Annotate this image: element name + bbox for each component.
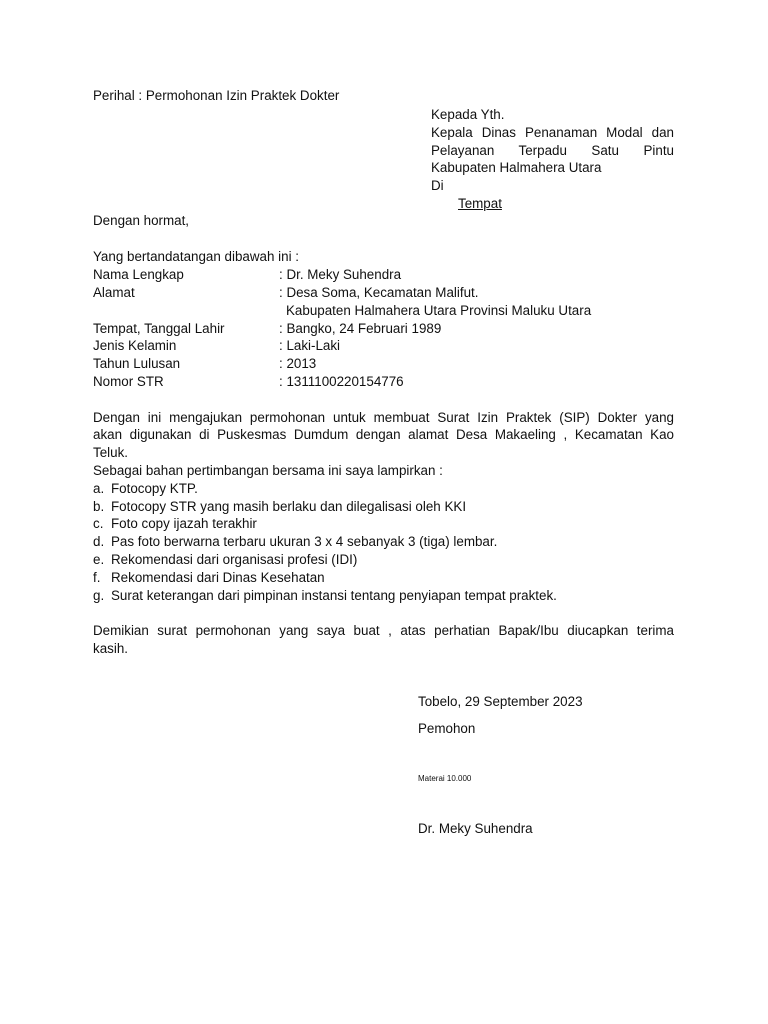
intro-text: Yang bertandatangan dibawah ini :	[93, 249, 299, 264]
recipient-place: Tempat	[458, 196, 502, 211]
list-item: Surat keterangan dari pimpinan instansi tentang penyiapan tempat praktek.	[111, 588, 557, 603]
list-item-marker: d.	[93, 534, 105, 549]
list-item-marker: e.	[93, 552, 105, 567]
graduation-value: : 2013	[279, 356, 317, 371]
closing-line-2: kasih.	[93, 641, 128, 656]
gender-value: : Laki-Laki	[279, 338, 341, 353]
name-value: : Dr. Meky Suhendra	[279, 267, 402, 282]
recipient-line-5: Di	[431, 178, 444, 193]
list-item-marker: b.	[93, 499, 105, 514]
birth-value: : Bangko, 24 Februari 1989	[279, 321, 442, 336]
list-item-marker: f.	[93, 570, 101, 585]
address-value-1: : Desa Soma, Kecamatan Malifut.	[279, 285, 479, 300]
gender-label: Jenis Kelamin	[93, 338, 177, 353]
stamp-duty-label: Materai 10.000	[418, 774, 472, 783]
list-item: Rekomendasi dari Dinas Kesehatan	[111, 570, 325, 585]
recipient-line-3: Pelayanan Terpadu Satu Pintu	[431, 143, 674, 158]
graduation-label: Tahun Lulusan	[93, 356, 181, 371]
list-item: Fotocopy STR yang masih berlaku dan dilegalisasi oleh KKI	[111, 499, 467, 514]
recipient-line-4: Kabupaten Halmahera Utara	[431, 160, 602, 175]
place-date: Tobelo, 29 September 2023	[418, 694, 583, 709]
signer-role: Pemohon	[418, 721, 476, 736]
greeting: Dengan hormat,	[93, 213, 190, 228]
letter-subject: Perihal : Permohonan Izin Praktek Dokter	[93, 88, 340, 103]
list-item: Fotocopy KTP.	[111, 481, 198, 496]
name-label: Nama Lengkap	[93, 267, 184, 282]
request-line-3: Teluk.	[93, 445, 128, 460]
attachments-intro: Sebagai bahan pertimbangan bersama ini saya lampirkan :	[93, 463, 443, 478]
request-line-2: akan digunakan di Puskesmas Dumdum dengan alamat Desa Makaeling , Kecamatan Kao	[93, 427, 674, 442]
recipient-line-1: Kepada Yth.	[431, 107, 505, 122]
list-item: Foto copy ijazah terakhir	[111, 516, 257, 531]
birth-label: Tempat, Tanggal Lahir	[93, 321, 225, 336]
str-value: : 1311100220154776	[279, 374, 404, 389]
closing-line-1: Demikian surat permohonan yang saya buat , atas perhatian Bapak/Ibu diucapkan terima	[93, 623, 674, 638]
list-item-marker: a.	[93, 481, 105, 496]
str-label: Nomor STR	[93, 374, 164, 389]
address-label: Alamat	[93, 285, 135, 300]
signer-name: Dr. Meky Suhendra	[418, 821, 533, 836]
list-item-marker: g.	[93, 588, 105, 603]
list-item-marker: c.	[93, 516, 104, 531]
address-value-2: Kabupaten Halmahera Utara Provinsi Maluku Utara	[286, 303, 592, 318]
recipient-line-2: Kepala Dinas Penanaman Modal dan	[431, 125, 674, 140]
request-line-1: Dengan ini mengajukan permohonan untuk membuat Surat Izin Praktek (SIP) Dokter yang	[93, 410, 674, 425]
list-item: Pas foto berwarna terbaru ukuran 3 x 4 sebanyak 3 (tiga) lembar.	[111, 534, 498, 549]
list-item: Rekomendasi dari organisasi profesi (IDI)	[111, 552, 358, 567]
